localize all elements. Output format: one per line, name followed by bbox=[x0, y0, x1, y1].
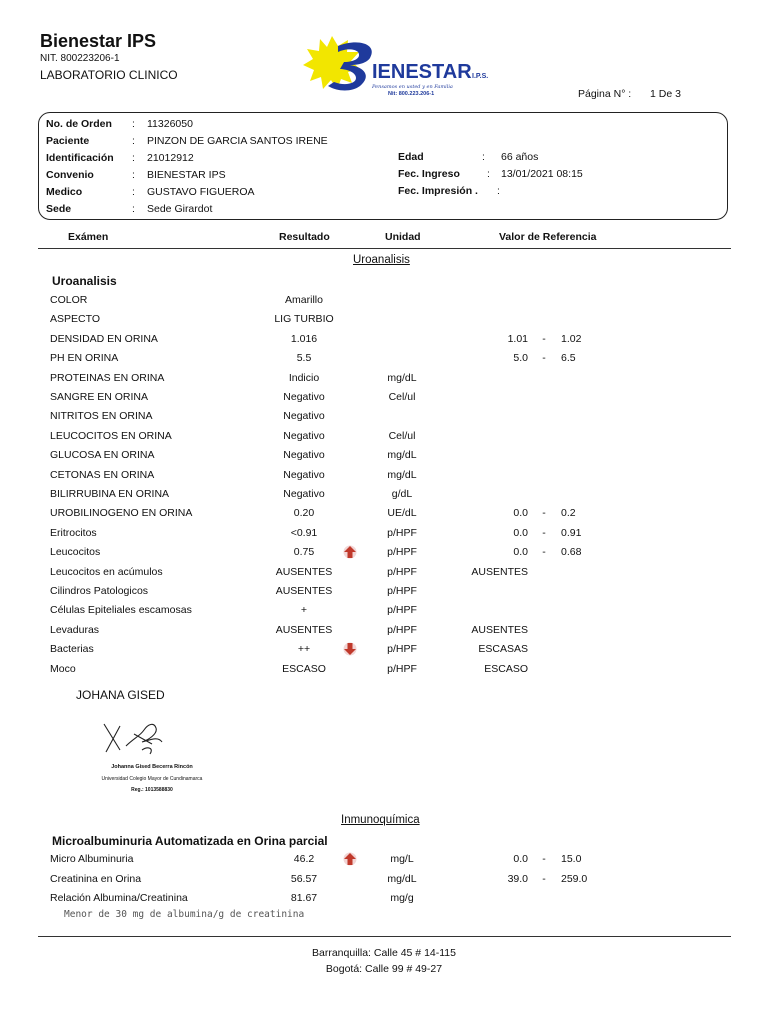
exam-name: NITRITOS EN ORINA bbox=[50, 410, 153, 423]
patient-label: Sede bbox=[46, 203, 72, 215]
exam-name: GLUCOSA EN ORINA bbox=[50, 449, 155, 462]
signature-registration: Reg.: 1013588830 bbox=[131, 787, 173, 793]
exam-name: Leucocitos en acúmulos bbox=[50, 565, 163, 578]
exam-result: <0.91 bbox=[290, 526, 318, 539]
exam-unit: p/HPF bbox=[387, 643, 417, 656]
patient-colon: : bbox=[487, 168, 490, 180]
group-title-uroanalisis: Uroanalisis bbox=[52, 274, 117, 288]
exam-ref-min: 5.0 bbox=[513, 352, 528, 365]
exam-unit: mg/g bbox=[390, 892, 414, 904]
exam-result: + bbox=[300, 604, 308, 617]
exam-result: Negativo bbox=[283, 488, 325, 500]
logo-tagline: Pensamos en usted y en Familia bbox=[372, 84, 453, 90]
arrow-down-icon bbox=[343, 642, 357, 656]
exam-unit: p/HPF bbox=[387, 565, 417, 578]
exam-name: SANGRE EN ORINA bbox=[50, 391, 149, 403]
exam-ref-max: 15.0 bbox=[561, 853, 582, 865]
signature-fullname: Johanna Gised Becerra Rincón bbox=[111, 764, 193, 770]
patient-value: GUSTAVO FIGUEROA bbox=[147, 186, 255, 198]
patient-value: BIENESTAR IPS bbox=[147, 169, 226, 181]
logo-suffix: I.P.S. bbox=[472, 73, 489, 80]
exam-name: Relación Albumina/Creatinina bbox=[50, 892, 188, 904]
exam-result: LIG TURBIO bbox=[274, 313, 334, 326]
patient-value: 21012912 bbox=[147, 152, 194, 164]
exam-result: Negativo bbox=[283, 468, 325, 481]
patient-label: Edad bbox=[398, 151, 424, 163]
exam-name: Bacterias bbox=[50, 643, 94, 656]
page-label: Página N° : bbox=[578, 88, 632, 100]
exam-ref-min: 0.0 bbox=[513, 853, 528, 865]
exam-result: Indicio bbox=[288, 371, 320, 384]
company-title: Bienestar IPS bbox=[40, 31, 157, 51]
patient-value: Sede Girardot bbox=[147, 203, 213, 215]
page-number: 1 De 3 bbox=[650, 88, 681, 100]
exam-ref-max: 0.91 bbox=[561, 526, 582, 539]
logo-nit: Nit: 800.223.206-1 bbox=[388, 91, 435, 97]
exam-unit: Cel/ul bbox=[388, 429, 416, 442]
patient-label: Identificación bbox=[46, 152, 114, 164]
exam-ref-sep: - bbox=[542, 872, 546, 885]
exam-unit: g/dL bbox=[391, 488, 413, 500]
section-title-inmunoquimica: Inmunoquímica bbox=[341, 814, 420, 826]
exam-unit: p/HPF bbox=[387, 662, 417, 675]
signature-block bbox=[90, 716, 214, 798]
bienestar-logo bbox=[298, 34, 534, 100]
exam-name: Leucocitos bbox=[50, 546, 101, 559]
exam-result: Amarillo bbox=[285, 294, 323, 306]
patient-label: Fec. Impresión . bbox=[398, 185, 478, 197]
exam-name: Cilindros Patologicos bbox=[50, 585, 149, 597]
patient-label: Convenio bbox=[46, 169, 94, 181]
exam-name: Creatinina en Orina bbox=[50, 872, 142, 885]
exam-result: 81.67 bbox=[290, 892, 318, 904]
footer-address-barranquilla: Barranquilla: Calle 45 # 14-115 bbox=[312, 947, 456, 959]
exam-ref-sep: - bbox=[542, 332, 546, 345]
exam-ref-max: 259.0 bbox=[561, 872, 588, 885]
exam-result: 56.57 bbox=[290, 872, 318, 885]
exam-name: Moco bbox=[50, 662, 76, 675]
patient-colon: : bbox=[132, 135, 135, 147]
col-result: Resultado bbox=[279, 231, 330, 243]
exam-unit: p/HPF bbox=[387, 604, 417, 617]
exam-name: ASPECTO bbox=[50, 313, 100, 326]
signer-name: JOHANA GISED bbox=[76, 688, 165, 702]
exam-result: 46.2 bbox=[293, 853, 315, 865]
col-exam: Exámen bbox=[68, 231, 109, 243]
exam-ref-min: 0.0 bbox=[513, 546, 528, 559]
exam-result: ESCASO bbox=[282, 662, 326, 675]
exam-unit: p/HPF bbox=[387, 526, 417, 539]
exam-ref-max: 6.5 bbox=[561, 352, 576, 365]
logo-name: IENESTAR bbox=[372, 61, 472, 83]
arrow-up-icon bbox=[343, 852, 357, 866]
exam-unit: UE/dL bbox=[387, 507, 417, 520]
exam-unit: Cel/ul bbox=[388, 391, 416, 403]
exam-ref-min: 0.0 bbox=[513, 507, 528, 520]
exam-ref-max: 1.02 bbox=[561, 332, 582, 345]
result-note: Menor de 30 mg de albumina/g de creatinina bbox=[64, 909, 305, 920]
exam-ref-min: 1.01 bbox=[507, 332, 528, 345]
patient-value: 13/01/2021 08:15 bbox=[501, 168, 583, 180]
patient-label: Paciente bbox=[46, 135, 90, 147]
patient-colon: : bbox=[497, 185, 500, 197]
exam-result: AUSENTES bbox=[275, 585, 333, 597]
exam-ref-min: AUSENTES bbox=[471, 565, 528, 578]
footer-address-bogota: Bogotá: Calle 99 # 49-27 bbox=[325, 963, 443, 975]
patient-value: PINZON DE GARCIA SANTOS IRENE bbox=[147, 135, 328, 147]
exam-result: ++ bbox=[297, 643, 311, 656]
exam-name: DENSIDAD EN ORINA bbox=[50, 332, 158, 345]
exam-name: Levaduras bbox=[50, 623, 100, 636]
exam-result: AUSENTES bbox=[275, 565, 333, 578]
signature-scribble-icon bbox=[90, 716, 214, 760]
patient-label: No. de Orden bbox=[46, 118, 112, 130]
exam-ref-min: AUSENTES bbox=[471, 623, 528, 636]
group-title-microalbuminuria: Microalbuminuria Automatizada en Orina parcial bbox=[52, 834, 328, 848]
exam-unit: p/HPF bbox=[387, 546, 417, 559]
patient-label: Medico bbox=[46, 186, 83, 198]
signature-institution: Universidad Colegio Mayor de Cundinamarca bbox=[101, 776, 203, 782]
exam-ref-sep: - bbox=[542, 352, 546, 365]
patient-colon: : bbox=[132, 152, 135, 164]
patient-colon: : bbox=[132, 186, 135, 198]
exam-result: 0.75 bbox=[293, 546, 315, 559]
patient-colon: : bbox=[482, 151, 485, 163]
exam-unit: mg/dL bbox=[387, 468, 417, 481]
exam-name: LEUCOCITOS EN ORINA bbox=[50, 429, 172, 442]
exam-ref-max: 0.2 bbox=[561, 507, 576, 520]
exam-ref-max: 0.68 bbox=[561, 546, 582, 559]
exam-ref-sep: - bbox=[542, 546, 546, 559]
exam-name: CETONAS EN ORINA bbox=[50, 468, 155, 481]
exam-name: Eritrocitos bbox=[50, 526, 97, 539]
header-divider bbox=[38, 248, 731, 249]
exam-name: BILIRRUBINA EN ORINA bbox=[50, 488, 170, 500]
exam-result: 0.20 bbox=[293, 507, 315, 520]
exam-name: PH EN ORINA bbox=[50, 352, 119, 365]
exam-name: COLOR bbox=[50, 294, 88, 306]
exam-ref-min: 39.0 bbox=[507, 872, 528, 885]
exam-result: Negativo bbox=[283, 429, 325, 442]
exam-unit: mg/dL bbox=[387, 449, 417, 462]
exam-result: 1.016 bbox=[290, 332, 318, 345]
exam-ref-min: ESCASAS bbox=[478, 643, 528, 656]
exam-name: PROTEINAS EN ORINA bbox=[50, 371, 165, 384]
exam-result: Negativo bbox=[283, 449, 325, 462]
col-unit: Unidad bbox=[385, 231, 421, 243]
exam-ref-sep: - bbox=[542, 526, 546, 539]
patient-info-box bbox=[38, 112, 728, 220]
patient-value: 11326050 bbox=[147, 118, 193, 130]
exam-result: Negativo bbox=[283, 391, 325, 403]
exam-result: 5.5 bbox=[296, 352, 312, 365]
patient-colon: : bbox=[132, 169, 135, 181]
exam-name: Micro Albuminuria bbox=[50, 853, 134, 865]
footer-divider bbox=[38, 936, 731, 937]
col-reference: Valor de Referencia bbox=[499, 231, 597, 243]
exam-ref-sep: - bbox=[542, 507, 546, 520]
exam-unit: mg/dL bbox=[387, 371, 417, 384]
exam-name: UROBILINOGENO EN ORINA bbox=[50, 507, 193, 520]
exam-ref-min: 0.0 bbox=[513, 526, 528, 539]
company-nit: NIT. 800223206-1 bbox=[40, 53, 120, 64]
section-title-uroanalisis: Uroanalisis bbox=[353, 254, 410, 266]
exam-ref-sep: - bbox=[542, 853, 546, 865]
patient-label: Fec. Ingreso bbox=[398, 168, 460, 180]
exam-name: Células Epiteliales escamosas bbox=[50, 604, 192, 617]
lab-name: LABORATORIO CLINICO bbox=[40, 68, 178, 82]
patient-colon: : bbox=[132, 203, 135, 215]
arrow-up-icon bbox=[343, 545, 357, 559]
exam-unit: p/HPF bbox=[387, 623, 417, 636]
exam-result: AUSENTES bbox=[275, 623, 333, 636]
exam-result: Negativo bbox=[283, 410, 325, 423]
exam-unit: p/HPF bbox=[387, 585, 417, 597]
patient-value: 66 años bbox=[501, 151, 539, 163]
exam-ref-min: ESCASO bbox=[484, 662, 528, 675]
patient-colon: : bbox=[132, 118, 135, 130]
exam-unit: mg/dL bbox=[387, 872, 417, 885]
exam-unit: mg/L bbox=[390, 853, 414, 865]
